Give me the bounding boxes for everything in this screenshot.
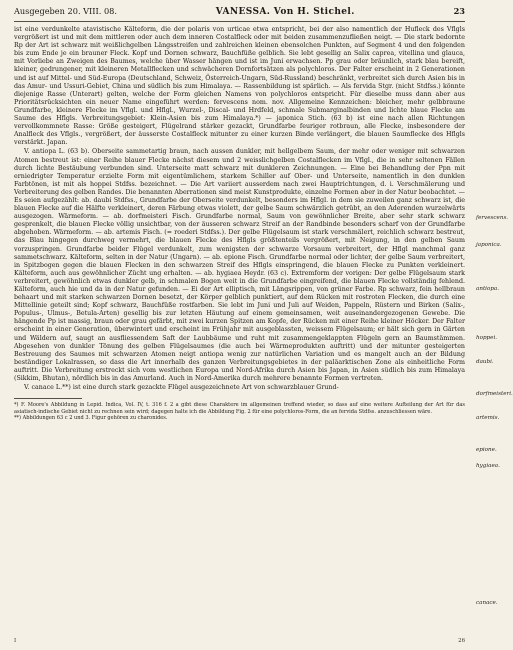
page-number: 23 xyxy=(453,6,465,16)
footnote-divider xyxy=(14,398,82,399)
margin-note-antiopa: antiopa. xyxy=(476,286,500,292)
paragraph-intro: ist eine verdunkelte atavistische Kälteform, die der polaris von urticae etwa entspricht, bei der also namentlich der Hufleck des Vflgls vergrößert ist und mit dem mittleren oder auch dem inneren Costalfleck oder mit beiden zusammenzufließen neigt. — Die stark bedornte Rp der Art ist schwarz mit weißlichgelben Längsstreifen und zahlreichen kleinen ebensolchen Punkten, auf Segment 4 und den folgenden bis zum Ende je ein brauner Fleck. Kopf und Dornen schwarz, Bauchfüße gelblich. Sie lebt gesellig an Salix caprea, vitellina und glauca, mit Vorliebe an Zweigen des Baumes, welche über Wasser hängen und ist im Juni erwachsen. Pp grau oder bräunlich, stark blau bereift, kleiner, gedrungener, mit kleineren Metallflecken und schwächeren Dornfortsätzen als polychloros. Der Falter erscheint in 2 Generationen und ist auf Mittel- und Süd-Europa (Deutschland, Schweiz, Österreich-Ungarn, Süd-Russland) beschränkt, verbreitet sich durch Asien bis in das Amur- und Ussuri-Gebiet, China und südlich bis zum Himalaya. — Rassenbildung ist spärlich. — Als fervida Stgr. (nicht Stdfss.) könnte diejenige Rasse (Unterart) gelten, welche der Form gleichen Namens von polychloros entspricht. Für dieselbe muss dann aber aus Prioritätsrücksichten ein neuer Name eingeführt werden: fervescens nom. nov. Allgemeine Kennzeichen: bleicher, mehr gelbbraune Grundfarbe, kleinere Flecke im Vflgl. und Hflgl., Wurzel-, Discal- und Hrdfeld, schmale Submarginalbinden und lichte blaue Flecke am Saume des Hflgls. Verbreitungsgebiet: Klein-Asien bis zum Himalaya.*) — japonica Stich. (63 b) ist eine nach allen Richtungen vervollkommnete Rasse: Größe gesteigert, Flügelrand stärker gezackt, Grundfarbe feuriger rotbraun, alle Flecke, insbesondere der Analfleck des Vflgls., vergrößert, der äusserste Costalfleck mitunter zu einer kurzen Binde verlängert, die blauen Saumflecke des Hflgls verstärkt. Japan. xyxy=(14,26,465,147)
page-footer xyxy=(14,638,465,644)
margin-note-hygiaea: hygiaea. xyxy=(476,463,500,469)
sheet-number: 26 xyxy=(458,638,465,644)
margin-note-dorfmeisteri: dorfmeisteri. xyxy=(476,391,513,397)
issue-date: Ausgegeben 20. VIII. 08. xyxy=(14,6,117,16)
paragraph-canace: V. canace L.**) ist eine durch stark gezackte Flügel ausgezeichnete Art von schwarzblauer Grund- xyxy=(24,384,339,392)
margin-note-fervescens: fervescens. xyxy=(476,215,509,221)
margin-note-canace: canace. xyxy=(476,600,498,606)
footnote-2: **) Abbildungen 63 c 2 und 3. Figur gehören zu charonides. xyxy=(14,415,168,422)
running-header xyxy=(14,6,465,22)
footnote-1: *) F. Moore's Abbildung in Lepid. Indica, Vol. IV, t. 316 f. 2 a gibt diese Charaktere im allgemeinen treffend wieder, so dass auf eine weitere Aufteilung der Art für das asiatisch-indische Gebiet nicht zu rechnen sein wird; dagegen halte ich die Abbildung Fig. 2 für eine polychloros-Form, die an fervida Stdfss. anzuschliessen wäre. xyxy=(14,402,465,415)
margin-note-hoppei: hoppei. xyxy=(476,335,498,341)
margin-note-artemis: artemis. xyxy=(476,415,500,421)
running-title: VANESSA. Von H. Stichel. xyxy=(215,7,355,17)
margin-note-epione: epione. xyxy=(476,447,497,453)
margin-note-daubi: daubi. xyxy=(476,359,494,365)
signature-mark: I xyxy=(14,638,17,644)
paragraph-antiopa: V. antiopa L. (63 b). Oberseite sammetartig braun, nach aussen dunkler, mit hellgelbem Saum, der mehr oder weniger mit schwarzen Atomen bestreut ist: einer Reihe blauer Flecke nächst diesem und 2 weisslichgelben Costalflecken im Vflgl., die in sehr seltenen Fällen durch lichte Bestäubung verbunden sind. Unterseite matt schwarz mit dunkleren Zeichnungen. — Eine bei Behandlung der Ppn mit erniedrigter Temperatur erzielte Form mit eigentümlichem, starkem Schiller auf Ober- und Unterseite, namentlich in den dunklen Farbtönen, ist mit als hoppei Stdfss. bezeichnet. — Die Art variiert ausserdem nach zwei Hauptrichtungen, d. i. Verschmälerung und Verbreiterung des gelben Randes. Die benannten Aberrationen sind meist Kunstprodukte, einzelne Formen aber in der Natur beobachtet. — Es seien aufgezählt: ab. daubi Stdfss., Grundfarbe der Oberseite verdunkelt, besonders im Hflgl. in dem sie zuweilen ganz schwarz ist, die blauen Flecke auf die Hälfte verkleinert, deren Färbung etwas violett, der gelbe Saum schwärzlich getrübt, an den Aderenden wurzelwärts ausgezogen. Wärmeform. — ab. dorfmeisteri Fisch. Grundfarbe normal, Saum von gewöhnlicher Breite, aber sehr stark schwarz gesprenkelt, die blauen Flecke völlig unsichtbar, von der äusseren schwarz Streif an der Randbinde besonders scharf von der Grundfarbe abgehoben. Wärmeform. — ab. artemis Fisch. (= roederi Stdfss.). Der gelbe Flügelsaum ist stark verschmälert, reichlich schwarz bestreut, das Blau hingegen durchweg vermehrt, die blauen Flecke des Hflgls größtenteils vergrößert, mit Neigung, in den gelben Saum vorzuspringen. Grundfarbe beider Flügel verdunkelt, zum wenigsten der schwarze Vorsaum verbreitert, der Hflgl manchmal ganz sammetschwarz. Kälteform, selten in der Natur (Ungarn). — ab. epione Fisch. Grundfarbe normal oder lichter, der gelbe Saum verbreitert, in Spitzbogen gegen die blauen Flecken in den schwarzen Streif des Hflgls einspringend, die blauen Flecke zu Punkten verkleinert. Kälteform, auch aus gewöhnlicher Zücht ung erhalten. — ab. hygiaea Heydr. (63 c). Extremform der vorigen: Der gelbe Flügelsaum stark verbreitert, gewöhnlich etwas dunkler gelb, in schmalen Bogen weit in die Grundfarbe eingreifend, die blauen Flecke vollständig fehlend. Kälteform, auch hie und da in der Natur gefunden. — Ei der Art elliptisch, mit Längsrippen, von grüner Farbe. Rp schwarz, fein hellbraun behaart und mit starken schwarzen Dornen besetzt, der Körper gelblich punktiert, auf dem Rücken mit rostroten Flecken, die durch eine Mittellinie geteilt sind; Kopf schwarz, Bauchfüße rostfarben. Sie lebt im Juni und Juli auf Weiden, Pappeln, Rüstern und Birken (Salix-, Populus-, Ulmus-, Betula-Arten) gesellig bis zur letzten Häutung auf einem gemeinsamen, weit auseinandergezogenen Gewebe. Die hängende Pp ist massig, braun oder grau gefärbt, mit zwei kurzen Spitzen am Kopfe, der Rücken mit einer Reihe kleiner Höcker. Der Falter erscheint in einer Generation, überwintert und erscheint im Frühjahr mit ausgeblassten, weissem Flügelsaum; er hält sich gern in Gärten und Wäldern auf, saugt an ausfliessendem Saft der Laubbäume und ruht mit zusammengeklappten Flügeln gern an Baumstämmen. Abgesehen von dunkler Tönung des gelben Flügelsaumes (die auch bei Wärmeprodukten auftritt) und der mitunter gesteigerten Bestreuung des Saumes mit schwarzen Atomen neigt antiopa wenig zur natürlichen Variation und es mangelt auch an der Bildung beständiger Lokalrassen, so dass die Art innerhalb des ganzen Verbreitungsgebietes in der paläarktischen Zone als einheitliche Form auftritt. Die Verbreitung erstreckt sich vom westlichen Europa und Nord-Afrika durch Asien bis Japan, in Asien südlich bis zum Himalaya (Sikkim, Bhutan), nördlich bis in das Amurland. Auch in Nord-Amerika durch mehrere benannte Formen vertreten. xyxy=(14,148,465,383)
margin-note-japonica: japonica. xyxy=(476,242,502,248)
